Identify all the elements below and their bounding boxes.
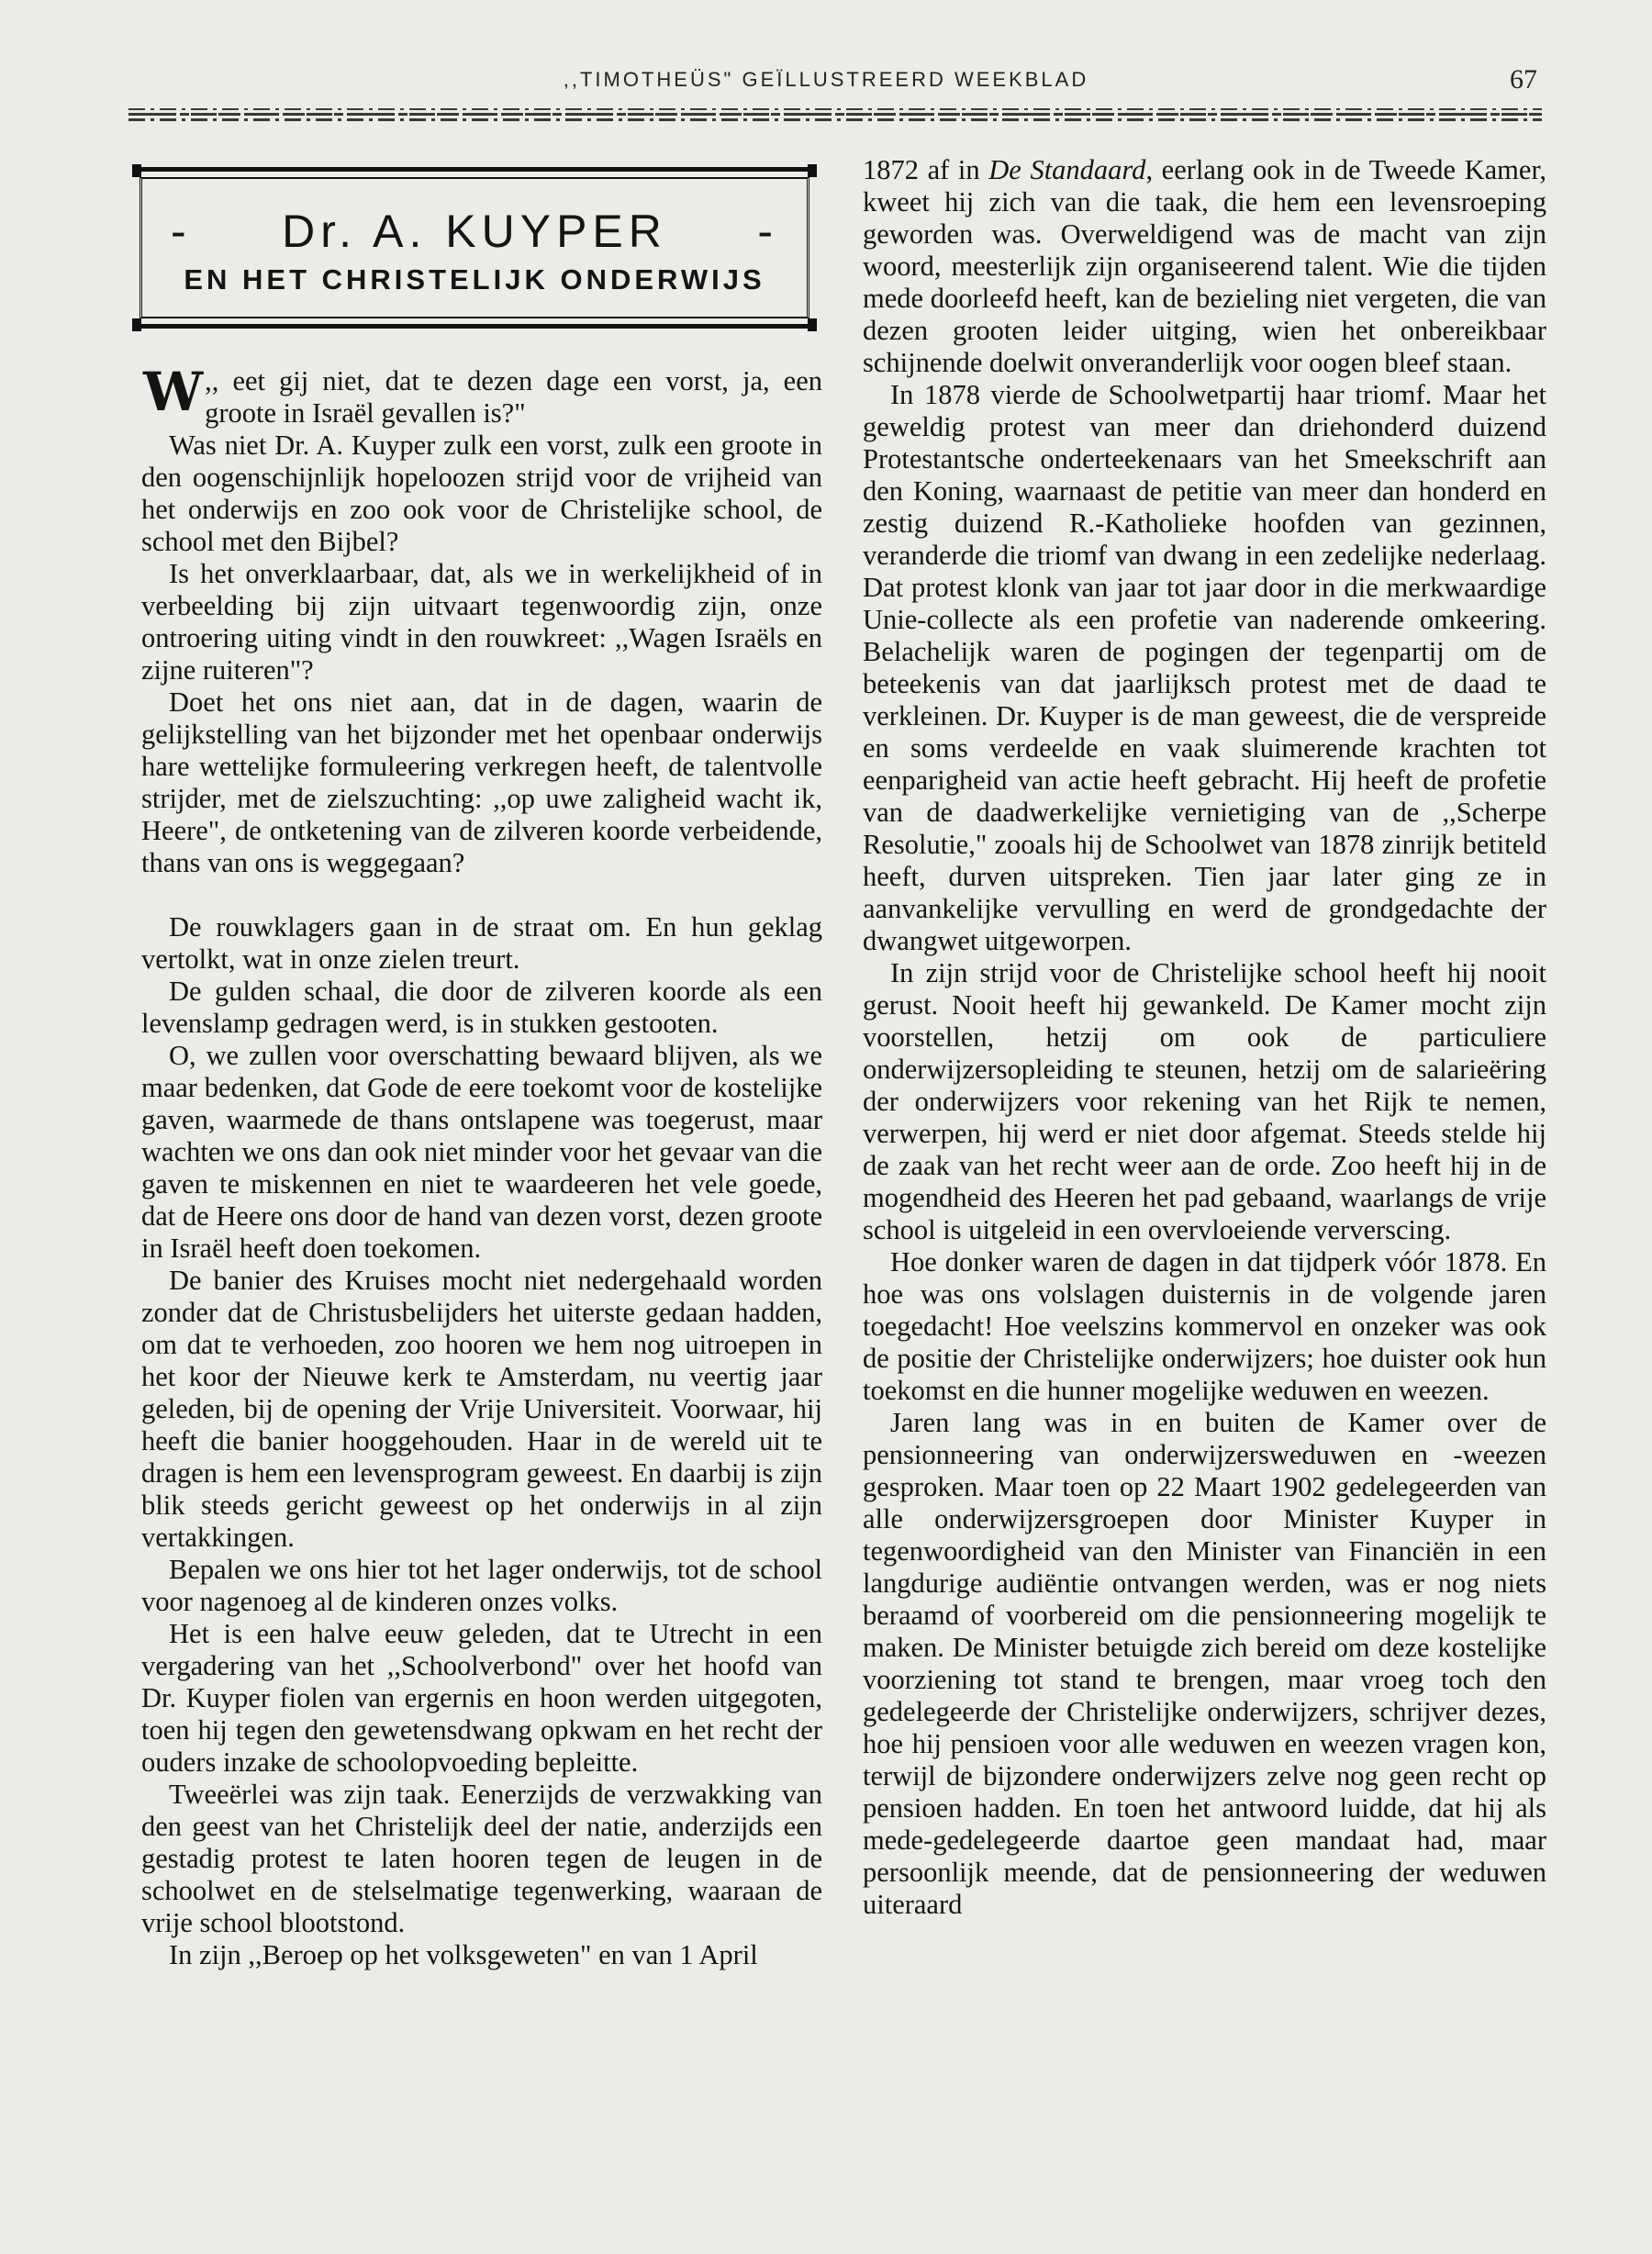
corner-ornament (808, 318, 817, 331)
left-column (141, 361, 822, 1971)
opening-paragraph: ,, W eet gij niet, dat te dezen dage een vorst, ja, een groote in Israël gevallen is?" (143, 361, 822, 429)
article-title (136, 205, 813, 258)
article-subtitle: EN HET CHRISTELIJK ONDERWIJS (184, 263, 765, 296)
title-main: Dr. A. KUYPER (282, 206, 667, 257)
paragraph: Doet het ons niet aan, dat in de dagen, waarin de gelijkstelling van het bijzonder met het openbaar onderwijs hare wettelijke formuleering verkregen heeft, de talentvolle strijder, met de zielszuchting: ,,op uwe zaligheid wacht ik, Heere", de ontketening van de zilveren koorde verbeidende, thans van ons is weggegaan? (141, 686, 822, 878)
paragraph: De gulden schaal, die door de zilveren koorde als een levenslamp gedragen werd, is in stukken gestooten. (141, 976, 822, 1039)
paragraph: Is het onverklaarbaar, dat, als we in werkelijkheid of in verbeelding bij zijn uitvaart tegenwoordig zijn, onze ontroering uiting vindt in den rouwkreet: ,,Wagen Israëls en zijne ruiteren"? (141, 558, 822, 686)
corner-ornament (132, 164, 141, 177)
right-column (863, 154, 1546, 1921)
paragraph: In zijn strijd voor de Christelijke school heeft hij nooit gerust. Nooit heeft hij gewankeld. De Kamer mocht zijn voorstellen, hetzij om ook de particuliere onderwijzersopleiding te steunen, hetzij om de salarieëring der onderwijzers voor rekening van het Rijk te nemen, verwerpen, hij werd er niet door afgemat. Steeds stelde hij de zaak van het recht weer aan de orde. Zoo heeft hij in de mogendheid des Heeren het pad gebaand, waarlangs de vrije school is uitgeleid in een overvloeiende ververscing. (863, 957, 1546, 1245)
paragraph: Tweeërlei was zijn taak. Eenerzijds de verzwakking van den geest van het Christelijk deel der natie, anderzijds een gestadig protest te laten hooren tegen de leugen in de schoolwet en de stelselmatige tegenwerking, waaraan de vrije school blootstond. (141, 1779, 822, 1938)
opening-quote: ,, (205, 365, 233, 396)
newspaper-name: De Standaard (988, 154, 1146, 185)
paragraph: Was niet Dr. A. Kuyper zulk een vorst, zulk een groote in den oogenschijnlijk hopeloozen strijd voor de vrijheid van het onderwijs en zoo ook voor de Christelijke school, de school met den Bijbel? (141, 430, 822, 557)
corner-ornament (808, 164, 817, 177)
title-dash-right: - (757, 206, 778, 257)
paragraph: 1872 af in De Standaard, eerlang ook in de Tweede Kamer, kweet hij zich van die taak, die hem een levensroeping geworden was. Overweldigend was de macht van zijn woord, meesterlijk zijn organiseerend talent. Wie die tijden mede doorleefd heeft, kan de bezieling niet vergeten, die van dezen grooten leider uitging, wien het onbereikbaar schijnende doelwit onveranderlijk voor oogen bleef staan. (863, 154, 1547, 378)
publication-title: ,,TIMOTHEÜS" GEÏLLUSTREERD WEEKBLAD (563, 68, 1089, 91)
running-head (0, 64, 1652, 105)
paragraph: Hoe donker waren de dagen in dat tijdperk vóór 1878. En hoe was ons volslagen duisternis in de volgende jaren toegedacht! Hoe veelszins kommervol en onzeker was ook de positie der Christelijke onderwijzers; hoe duister ook hun toekomst en die hunner mogelijke weduwen en weezen. (863, 1246, 1546, 1406)
corner-ornament (132, 318, 141, 331)
paragraph: Bepalen we ons hier tot het lager onderwijs, tot de school voor nagenoeg al de kinderen onzes volks. (141, 1554, 822, 1617)
paragraph: O, we zullen voor overschatting bewaard blijven, als we maar bedenken, dat Gode de eere toekomt voor de kostelijke gaven, waarmede de thans ontslapene was toegerust, maar wachten we ons dan ook niet minder voor het gevaar van die gaven te miskennen en niet te waardeeren het vele goede, dat de Heere ons door de hand van dezen vorst, dezen groote in Israël heeft doen toekomen. (141, 1040, 822, 1264)
paragraph: De rouwklagers gaan in de straat om. En hun geklag vertolkt, wat in onze zielen treurt. (141, 911, 822, 975)
paragraph: In 1878 vierde de Schoolwetpartij haar triomf. Maar het geweldig protest van meer dan driehonderd duizend Protestantsche onderteekenaars van het Smeekschrift aan den Koning, waarnaast de petitie van meer dan honderd en zestig duizend R.-Katholieke hoofden van gezinnen, veranderde die triomf van dwang in een zedelijke nederlaag. Dat protest klonk van jaar tot jaar door in die merkwaardige Unie-collecte als een profetie van naderende omkeering. Belachelijk waren de pogingen der tegenpartij om de beteekenis van dat jaarlijksch protest met de daad te verkleinen. Dr. Kuyper is de man geweest, die de verspreide en soms verdeelde en vaak sluimerende krachten tot eenparigheid van actie heeft gebracht. Hij heeft de profetie van de daadwerkelijke vernietiging van de ,,Scherpe Resolutie," zooals hij de Schoolwet van 1878 zinrijk betiteld heeft, durven uitspreken. Tien jaar later ging ze in aanvankelijke vervulling en werd de grondgedachte der dwangwet uitgeworpen. (863, 379, 1546, 956)
paragraph: Het is een halve eeuw geleden, dat te Utrecht in een vergadering van het ,,Schoolverbond" over het hoofd van Dr. Kuyper fiolen van ergernis en hoon werden uitgegoten, toen hij tegen den gewetensdwang opkwam en het recht der ouders inzake de schoolopvoeding bepleitte. (141, 1618, 822, 1778)
drop-cap: W (143, 361, 204, 423)
paragraph: In zijn ,,Beroep op het volksgeweten" en van 1 April (169, 1939, 758, 1970)
paragraph: Jaren lang was in en buiten de Kamer over de pensionneering van onderwijzersweduwen en -weezen gesproken. Maar toen op 22 Maart 1902 gedelegeerden van alle onderwijzersgroepen door Minister Kuyper in tegenwoordigheid van den Minister van Financiën in een langdurige audiëntie ontvangen werden, was er nog niets beraamd of voorbereid om die pensionneering mogelijk te maken. De Minister betuigde zich bereid om deze kostelijke voorziening tot stand te brengen, maar vroeg toch den gedelegeerde der Christelijke onderwijzers, schrijver dezes, hoe hij pensioen voor alle weduwen en weezen vragen kon, terwijl de bijzondere onderwijzers zelve nog geen recht op pensioen hadden. En toen het antwoord luidde, dat hij als mede-gedelegeerde daartoe geen mandaat had, maar persoonlijk meende, dat de pensionneering der weduwen uiteraard (863, 1407, 1546, 1920)
paragraph: De banier des Kruises mocht niet nedergehaald worden zonder dat de Christusbelijders het uiterste gedaan hadden, om dat te verhoeden, zoo hooren we hem nog uitroepen in het koor der Nieuwe kerk te Amsterdam, nu veertig jaar geleden, bij de opening der Vrije Universiteit. Voorwaar, hij heeft die banier hooggehouden. Haar in de wereld uit te dragen is hem een levensprogram geweest. En daarbij is zijn blik steeds gericht geweest op het onderwijs in al zijn vertakkingen. (141, 1265, 822, 1553)
title-dash-left: - (171, 206, 192, 257)
article-title-box (136, 167, 813, 329)
page-number: 67 (1510, 64, 1537, 95)
ornamental-rule (128, 108, 1542, 121)
